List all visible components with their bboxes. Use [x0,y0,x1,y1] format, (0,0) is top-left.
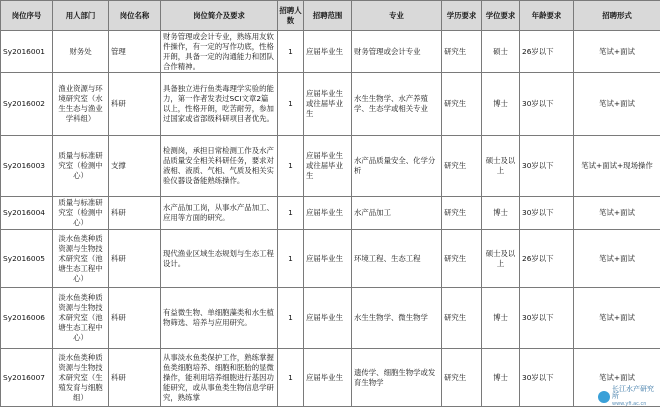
header-cell: 用人部门 [53,1,109,31]
degree: 博士 [482,349,520,407]
post-name: 支撑 [109,136,161,197]
recruit-scope: 应届毕业生或往届毕业生 [304,73,352,136]
institute-logo-icon [598,391,610,403]
post-description [161,288,278,349]
table-row [1,349,660,407]
post-name: 科研 [109,349,161,407]
post-description-text: 有益微生物、单细胞藻类和水生植物筛选、培养与应用研究。 [163,308,275,328]
major: 财务管理或会计专业 [352,31,442,73]
education: 研究生 [442,31,482,73]
post-description [161,73,278,136]
post-description [161,230,278,288]
age: 26岁以下 [520,31,574,73]
post-description-text: 财务管理或会计专业，熟练用友软件操作，有一定的写作功底，性格开朗，具备一定的沟通能力和团队合作精神。 [163,32,275,72]
recruit-scope: 应届毕业生 [304,31,352,73]
post-description [161,349,278,407]
recruit-scope: 应届毕业生或往届毕业生 [304,136,352,197]
degree: 硕士及以上 [482,230,520,288]
table-row [1,31,660,73]
department: 质量与标准研究室（检测中心） [53,136,109,197]
recruit-method: 笔试+面试+现场操作 [574,136,660,197]
table-row [1,197,660,230]
department: 淡水鱼类种质资源与生物技术研究室（池塘生态工程中心） [53,288,109,349]
department: 渔业资源与环境研究室（水生生态与渔业学科组） [53,73,109,136]
education: 研究生 [442,73,482,136]
table-row [1,230,660,288]
education: 研究生 [442,197,482,230]
age: 30岁以下 [520,73,574,136]
watermark-line-1: 长江水产研究所 [612,385,654,400]
post-name: 科研 [109,230,161,288]
department-text: 淡水鱼类种质资源与生物技术研究室（生殖发育与细胞组） [55,353,106,403]
table-row [1,288,660,349]
headcount: 1 [278,73,304,136]
post-id: Sy2016007 [1,349,53,407]
post-name: 管理 [109,31,161,73]
recruit-method: 笔试+面试 [574,230,660,288]
education: 研究生 [442,136,482,197]
headcount: 1 [278,288,304,349]
education: 研究生 [442,230,482,288]
headcount: 1 [278,136,304,197]
degree: 博士 [482,73,520,136]
header-cell: 年龄要求 [520,1,574,31]
post-name: 科研 [109,288,161,349]
department: 淡水鱼类种质资源与生物技术研究室（池塘生态工程中心） [53,230,109,288]
degree: 博士 [482,197,520,230]
header-cell: 岗位名称 [109,1,161,31]
post-description-text: 具备独立进行鱼类毒理学实验的能力，第一作者发表过SCI文章2篇以上，性格开朗，吃苦耐劳，参加过国家或省部级科研项目者优先。 [163,84,275,124]
header-cell: 招聘人数 [278,1,304,31]
post-id: Sy2016004 [1,197,53,230]
header-cell: 招聘范围 [304,1,352,31]
major: 遗传学、细胞生物学或发育生物学 [352,349,442,407]
headcount: 1 [278,31,304,73]
headcount: 1 [278,349,304,407]
headcount: 1 [278,197,304,230]
headcount: 1 [278,230,304,288]
age: 30岁以下 [520,197,574,230]
post-id: Sy2016003 [1,136,53,197]
table-row [1,136,660,197]
major: 水生生物学、微生物学 [352,288,442,349]
recruit-scope: 应届毕业生 [304,230,352,288]
header-row [1,1,660,31]
post-description [161,31,278,73]
major: 水生生物学、水产养殖学、生态学或相关专业 [352,73,442,136]
recruit-scope: 应届毕业生 [304,288,352,349]
watermark-line-2: www.yfi.ac.cn [612,401,646,407]
recruit-method: 笔试+面试 [574,73,660,136]
header-cell: 学位要求 [482,1,520,31]
major: 环境工程、生态工程 [352,230,442,288]
recruit-method: 笔试+面试 [574,197,660,230]
post-id: Sy2016002 [1,73,53,136]
department: 质量与标准研究室（检测中心） [53,197,109,230]
post-description [161,136,278,197]
post-description-text: 从事淡水鱼类保护工作，熟练掌握鱼类细胞培养、细胞和胚胎的显微操作，能利用培养细胞进行基因功能研究，或从事鱼类生物信息学研究，熟练掌 [163,353,275,403]
post-description-text: 水产品加工岗，从事水产品加工、应用等方面的研究。 [163,203,275,223]
degree: 硕士 [482,31,520,73]
education: 研究生 [442,349,482,407]
header-cell: 专业 [352,1,442,31]
post-id: Sy2016006 [1,288,53,349]
age: 30岁以下 [520,136,574,197]
recruit-method: 笔试+面试 [574,349,660,407]
recruit-method: 笔试+面试 [574,31,660,73]
major: 水产品质量安全、化学分析 [352,136,442,197]
header-cell: 岗位序号 [1,1,53,31]
header-cell: 招聘形式 [574,1,660,31]
age: 30岁以下 [520,349,574,407]
site-watermark [598,390,656,404]
post-id: Sy2016005 [1,230,53,288]
degree: 硕士及以上 [482,136,520,197]
age: 26岁以下 [520,230,574,288]
post-description-text: 检测岗，承担日常检测工作及水产品质量安全相关科研任务，要求对液相、液质、气相、气质及相关实验仪器设备能熟练操作。 [163,146,275,186]
education: 研究生 [442,288,482,349]
degree: 博士 [482,288,520,349]
post-name: 科研 [109,197,161,230]
header-cell: 岗位简介及要求 [161,1,278,31]
department [53,349,109,407]
post-id: Sy2016001 [1,31,53,73]
post-description [161,197,278,230]
major: 水产品加工 [352,197,442,230]
post-name: 科研 [109,73,161,136]
post-description-text: 现代渔业区域生态规划与生态工程设计。 [163,249,275,269]
department: 财务处 [53,31,109,73]
recruit-scope: 应届毕业生 [304,349,352,407]
header-cell: 学历要求 [442,1,482,31]
table-row [1,73,660,136]
recruit-scope: 应届毕业生 [304,197,352,230]
recruit-method: 笔试+面试 [574,288,660,349]
age: 30岁以下 [520,288,574,349]
watermark-text [612,386,656,408]
